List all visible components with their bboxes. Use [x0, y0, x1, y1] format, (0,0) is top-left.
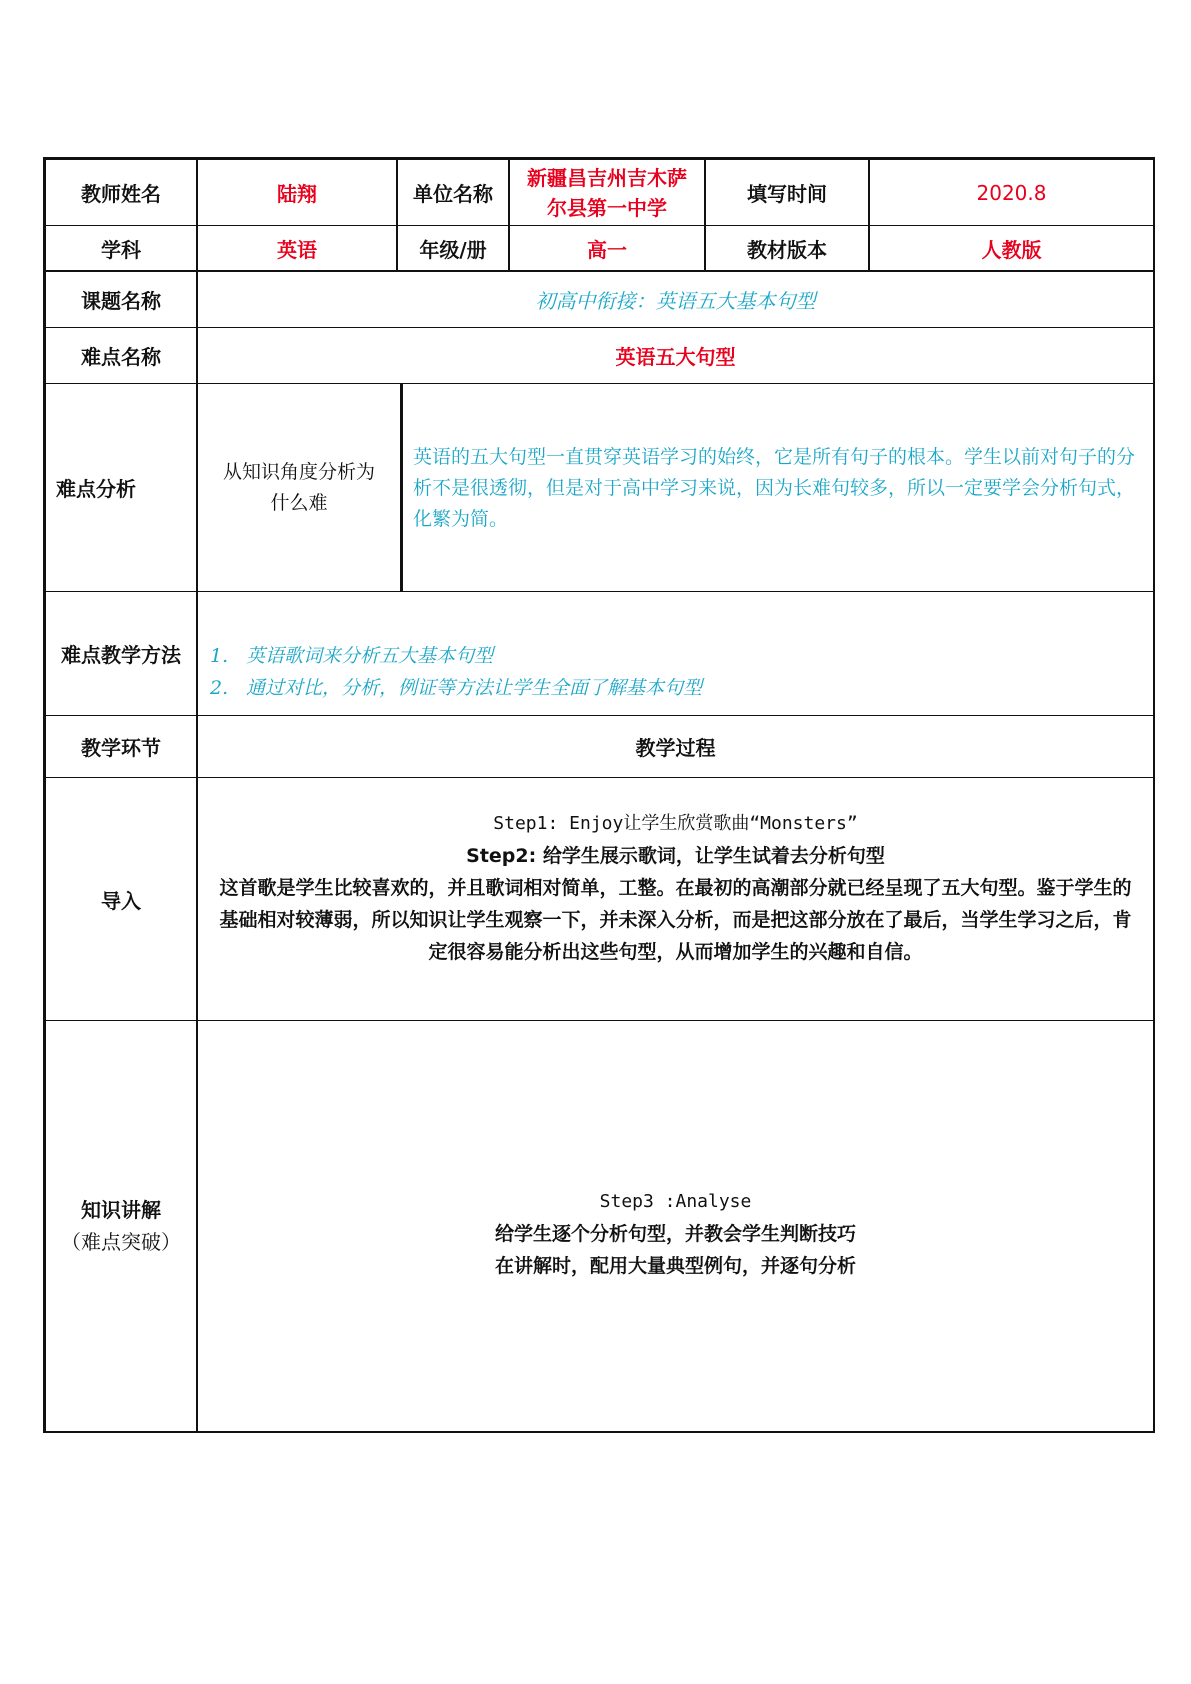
unit-label — [396, 160, 508, 225]
methods-item-text: 通过对比，分析，例证等方法让学生全面了解基本句型 — [246, 677, 703, 699]
grade-value-text: 高一 — [587, 237, 627, 262]
time-label-text: 填写时间 — [747, 182, 827, 206]
process-value — [196, 716, 1153, 777]
lesson-plan-table — [43, 157, 1155, 1433]
knowledge-label-line1: 知识讲解 — [81, 1198, 161, 1222]
analysis-sublabel — [196, 384, 400, 591]
unit-value — [508, 160, 704, 225]
methods-item — [210, 640, 702, 672]
teacher-value — [196, 160, 396, 225]
grade-label-text: 年级/册 — [419, 237, 487, 262]
intro-label-text: 导入 — [101, 888, 141, 913]
intro-label — [46, 778, 196, 1020]
row-difficulty — [46, 328, 1153, 384]
edition-label — [704, 226, 868, 270]
row-teacher — [46, 160, 1153, 226]
topic-value-text: 初高中衔接：英语五大基本句型 — [535, 289, 816, 313]
row-topic — [46, 272, 1153, 328]
difficulty-label — [46, 328, 196, 383]
methods-list-cell — [196, 592, 1153, 715]
time-label — [704, 160, 868, 225]
analysis-label — [46, 384, 196, 591]
methods-item-text: 英语歌词来分析五大基本句型 — [246, 645, 494, 667]
edition-value — [868, 226, 1153, 270]
row-analysis — [46, 384, 1153, 592]
knowledge-label-line2: （难点突破） — [61, 1230, 181, 1254]
subject-value-text: 英语 — [277, 237, 317, 262]
grade-value — [508, 226, 704, 270]
topic-value — [196, 272, 1153, 327]
row-process-header — [46, 716, 1153, 778]
knowledge-step3: Step3 :Analyse — [599, 1191, 752, 1212]
analysis-sublabel-line2: 什么难 — [270, 491, 328, 514]
subject-label-text: 学科 — [101, 237, 141, 262]
unit-value-line2: 尔县第一中学 — [547, 195, 667, 220]
topic-label — [46, 272, 196, 327]
methods-item-number: 1. — [210, 645, 229, 667]
difficulty-value-text: 英语五大句型 — [615, 345, 736, 369]
knowledge-content — [196, 1021, 1153, 1431]
teacher-value-text: 陆翔 — [277, 182, 317, 206]
methods-list — [210, 640, 702, 704]
methods-item-number: 2. — [210, 677, 229, 699]
difficulty-value — [196, 328, 1153, 383]
subject-label — [46, 226, 196, 270]
edition-label-text: 教材版本 — [747, 237, 827, 262]
subject-value — [196, 226, 396, 270]
time-value-text: 2020.8 — [976, 180, 1047, 205]
row-intro — [46, 778, 1153, 1021]
unit-label-text: 单位名称 — [413, 182, 493, 206]
analysis-label-text: 难点分析 — [56, 477, 136, 501]
topic-label-text: 课题名称 — [81, 289, 161, 313]
intro-step1: Step1: Enjoy让学生欣赏歌曲“Monsters” — [493, 813, 858, 834]
methods-item — [210, 672, 702, 704]
methods-label — [46, 592, 196, 715]
process-label — [46, 716, 196, 777]
analysis-text: 英语的五大句型一直贯穿英语学习的始终，它是所有句子的根本。学生以前对句子的分析不是很透彻，但是对于高中学习来说，因为长难句较多，所以一定要学会分析句式，化繁为简。 — [413, 446, 1136, 530]
methods-label-text: 难点教学方法 — [61, 643, 181, 667]
row-methods — [46, 592, 1153, 716]
analysis-text-cell — [400, 384, 1153, 591]
intro-content — [196, 778, 1153, 1020]
knowledge-line1: 给学生逐个分析句型，并教会学生判断技巧 — [494, 1223, 856, 1245]
intro-step2: Step2: 给学生展示歌词，让学生试着去分析句型 — [466, 845, 885, 867]
time-value — [868, 160, 1153, 225]
row-subject — [46, 226, 1153, 272]
teacher-label-text: 教师姓名 — [81, 182, 161, 206]
row-knowledge — [46, 1021, 1153, 1431]
knowledge-line2: 在讲解时，配用大量典型例句，并逐句分析 — [494, 1255, 856, 1277]
unit-value-line1: 新疆昌吉州吉木萨 — [527, 165, 687, 190]
process-label-text: 教学环节 — [81, 736, 161, 760]
difficulty-label-text: 难点名称 — [81, 345, 161, 369]
edition-value-text: 人教版 — [981, 237, 1042, 262]
analysis-sublabel-line1: 从知识角度分析为 — [222, 460, 375, 483]
intro-paragraph: 这首歌是学生比较喜欢的，并且歌词相对简单，工整。在最初的高潮部分就已经呈现了五大句型。鉴于学生的基础相对较薄弱，所以知识让学生观察一下，并未深入分析，而是把这部分放在了最后，当学生学习之后，肯定很容易能分析出这些句型，从而增加学生的兴趣和自信。 — [219, 877, 1132, 963]
grade-label — [396, 226, 508, 270]
teacher-label — [46, 160, 196, 225]
knowledge-label — [46, 1021, 196, 1431]
process-value-text: 教学过程 — [635, 736, 716, 760]
